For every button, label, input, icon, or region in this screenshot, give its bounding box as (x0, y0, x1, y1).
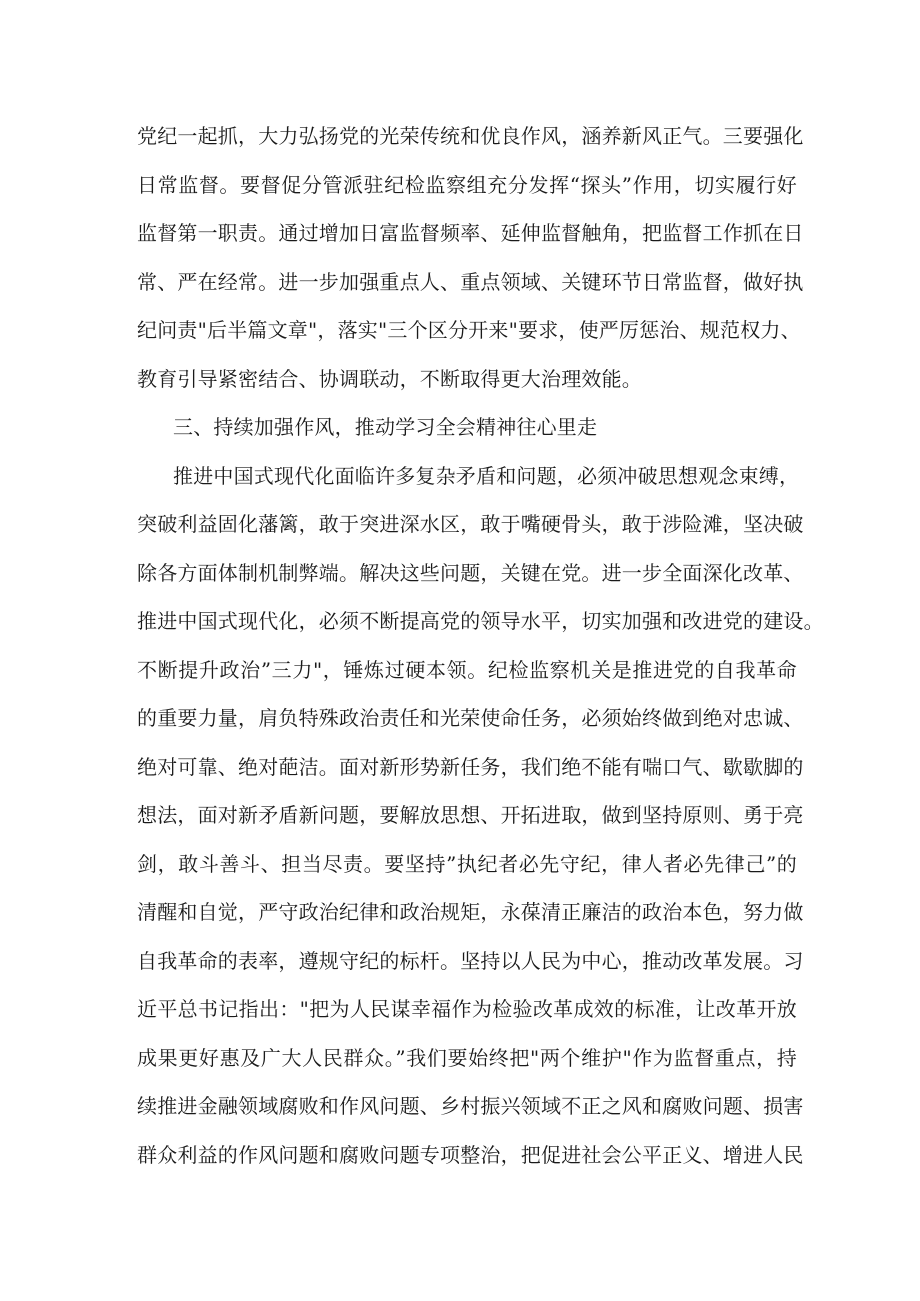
paragraph-line: 的重要力量，肩负特殊政治责任和光荣使命任务，必须始终做到绝对忠诚、 (137, 706, 804, 730)
section-heading: 三、持续加强作风，推动学习全会精神往心里走 (173, 415, 598, 439)
paragraph-line: 监督第一职责。通过增加日富监督频率、延伸监督触角，把监督工作抓在日 (137, 221, 804, 245)
paragraph-line: 自我革命的表率，遵规守纪的标杆。坚持以人民为中心，推动改革发展。习 (137, 948, 804, 973)
paragraph-line: 剑，敢斗善斗、担当尽责。要坚持”执纪者必先守纪，律人者必先律己”的 (137, 851, 797, 876)
paragraph-line: 日常监督。要督促分管派驻纪检监察组充分发挥“探头”作用，切实履行好 (137, 172, 797, 197)
paragraph-line: 常、严在经常。进一步加强重点人、重点领域、关键环节日常监督，做好执 (137, 269, 804, 294)
paragraph-line: 成果更好惠及广大人民群众。”我们要始终把"两个维护"作为监督重点，持 (137, 1045, 797, 1070)
paragraph-line: 党纪一起抓，大力弘扬党的光荣传统和优良作风，涵养新风正气。三要强化 (137, 124, 804, 148)
paragraph-line: 想法，面对新矛盾新问题，要解放思想、开拓进取，做到坚持原则、勇于亮 (137, 803, 804, 827)
paragraph-line: 推进中国式现代化面临许多复杂矛盾和问题，必须冲破思想观念束缚， (173, 463, 800, 488)
paragraph-line: 续推进金融领域腐败和作风问题、乡村振兴领域不正之风和腐败问题、损害 (137, 1094, 804, 1118)
document-body (137, 112, 824, 1179)
paragraph-line: 突破利益固化藩篱，敢于突进深水区，敢于嘴硬骨头，敢于涉险滩，坚决破 (137, 512, 804, 536)
paragraph-line: 近平总书记指出："把为人民谋幸福作为检验改革成效的标准，让改革开放 (137, 997, 797, 1021)
paragraph-line: 除各方面体制机制弊端。解决这些问题，关键在党。进一步全面深化改革、 (137, 560, 804, 585)
paragraph-line: 群众利益的作风问题和腐败问题专项整治，把促进社会公平正义、增进人民 (137, 1142, 804, 1167)
paragraph-line: 绝对可靠、绝对葩洁。面对新形势新任务，我们绝不能有喘口气、歇歇脚的 (137, 754, 804, 779)
paragraph-line: 不断提升政治”三力"，锤炼过硬本领。纪检监察机关是推进党的自我革命 (137, 657, 797, 682)
paragraph-line: 纪问责"后半篇文章"，落实"三个区分开来"要求，使严厉惩治、规范权力、 (137, 318, 801, 342)
paragraph-line: 教育引导紧密结合、协调联动，不断取得更大治理效能。 (137, 366, 642, 391)
paragraph-line: 推进中国式现代化，必须不断提高党的领导水平，切实加强和改进党的建设。 (137, 609, 824, 633)
paragraph-line: 清醒和自觉，严守政治纪律和政治规矩，永葆清正廉洁的政治本色，努力做 (137, 900, 804, 924)
